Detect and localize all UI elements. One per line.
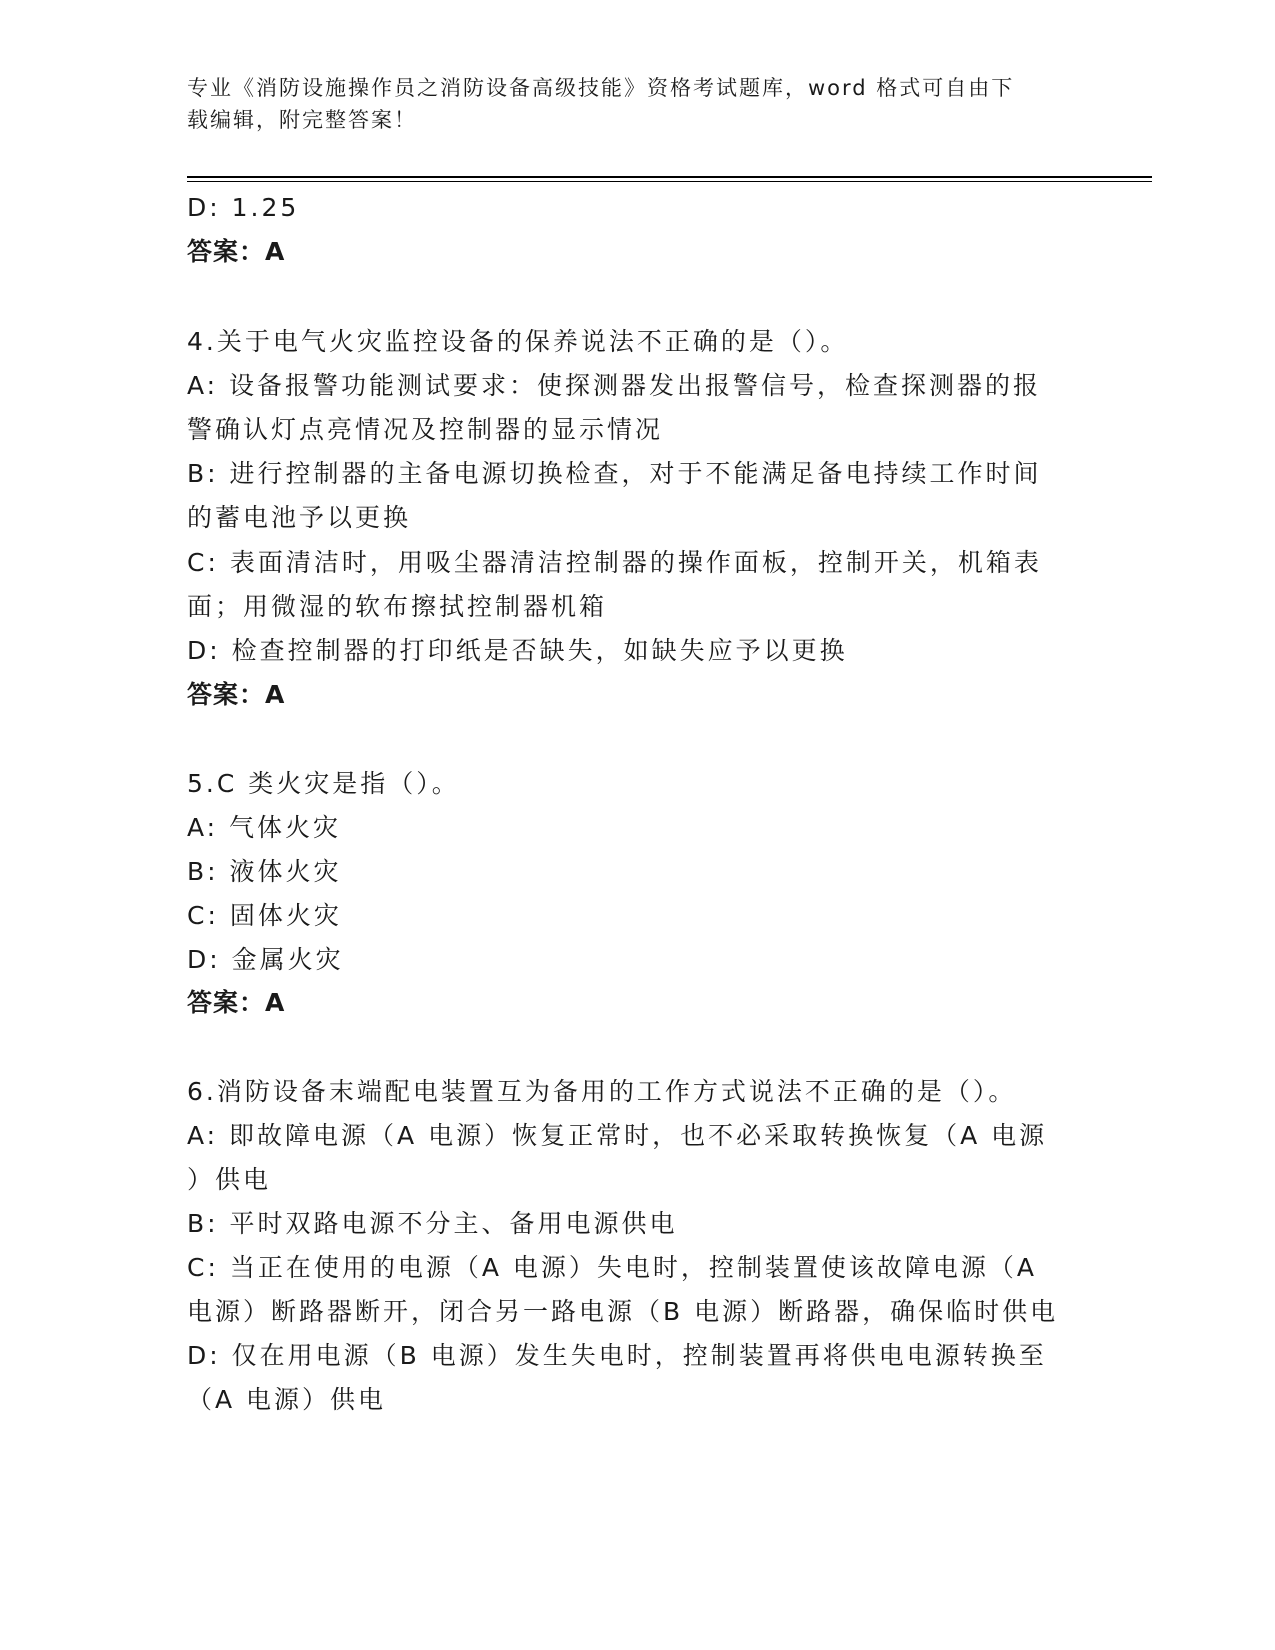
question-6-text: 6.消防设备末端配电装置互为备用的工作方式说法不正确的是（）。 bbox=[187, 1077, 1017, 1106]
q4-option-c-line2: 面；用微湿的软布擦拭控制器机箱 bbox=[187, 592, 608, 621]
question-5-text: 5.C 类火灾是指（）。 bbox=[187, 769, 460, 798]
q6-option-d-line2: （A 电源）供电 bbox=[187, 1385, 387, 1414]
header-rule-thin bbox=[187, 181, 1152, 182]
page-header bbox=[187, 72, 1067, 136]
prev-answer: 答案：A bbox=[187, 237, 286, 266]
q5-option-b: B: 液体火灾 bbox=[187, 857, 342, 886]
q5-option-a: A: 气体火灾 bbox=[187, 813, 342, 842]
q4-option-c-line1: C: 表面清洁时，用吸尘器清洁控制器的操作面板，控制开关，机箱表 bbox=[187, 548, 1042, 577]
q4-option-a-line1: A: 设备报警功能测试要求：使探测器发出报警信号，检查探测器的报 bbox=[187, 371, 1042, 400]
header-line-1: 专业《消防设施操作员之消防设备高级技能》资格考试题库，word 格式可自由下 bbox=[187, 76, 1015, 100]
q6-option-a-line1: A: 即故障电源（A 电源）恢复正常时，也不必采取转换恢复（A 电源 bbox=[187, 1121, 1048, 1150]
q6-option-c-line1: C: 当正在使用的电源（A 电源）失电时，控制装置使该故障电源（A bbox=[187, 1253, 1037, 1282]
q5-option-c: C: 固体火灾 bbox=[187, 901, 342, 930]
q4-option-d: D: 检查控制器的打印纸是否缺失，如缺失应予以更换 bbox=[187, 636, 848, 665]
q5-answer: 答案：A bbox=[187, 988, 286, 1017]
q6-option-b: B: 平时双路电源不分主、备用电源供电 bbox=[187, 1209, 678, 1238]
q5-option-d: D: 金属火灾 bbox=[187, 945, 344, 974]
header-line-2: 载编辑，附完整答案！ bbox=[187, 108, 417, 132]
q6-option-c-line2: 电源）断路器断开，闭合另一路电源（B 电源）断路器，确保临时供电 bbox=[187, 1297, 1059, 1326]
q4-option-a-line2: 警确认灯点亮情况及控制器的显示情况 bbox=[187, 415, 664, 444]
header-rule-thick bbox=[187, 176, 1152, 178]
q4-option-b-line2: 的蓄电池予以更换 bbox=[187, 503, 412, 532]
q4-option-b-line1: B: 进行控制器的主备电源切换检查，对于不能满足备电持续工作时间 bbox=[187, 459, 1042, 488]
prev-option-d: D: 1.25 bbox=[187, 193, 300, 222]
question-4-text: 4.关于电气火灾监控设备的保养说法不正确的是（）。 bbox=[187, 327, 849, 356]
q6-option-d-line1: D: 仅在用电源（B 电源）发生失电时，控制装置再将供电电源转换至 bbox=[187, 1341, 1047, 1370]
q6-option-a-line2: ）供电 bbox=[187, 1165, 272, 1194]
q4-answer: 答案：A bbox=[187, 680, 286, 709]
